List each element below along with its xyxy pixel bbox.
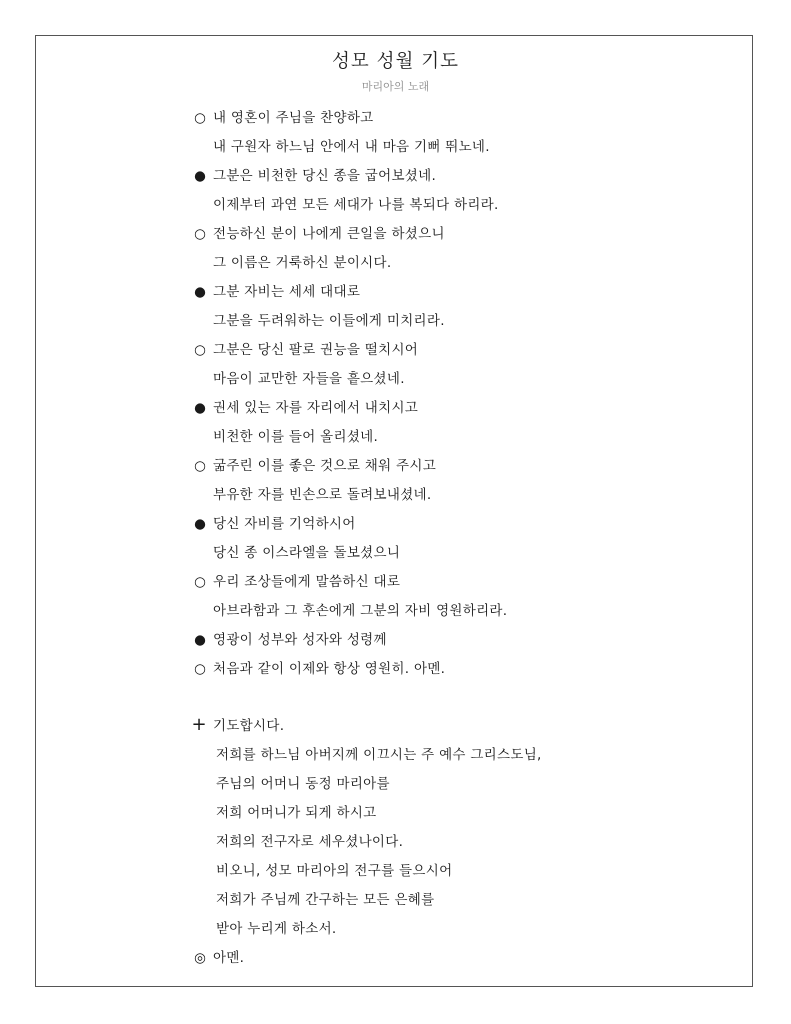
prayer-line: 비오니, 성모 마리아의 전구를 들으시어 [216,863,453,879]
canticle-line: 아브라함과 그 후손에게 그분의 자비 영원하리라. [213,603,508,619]
filled-circle-icon: ● [194,516,206,532]
open-circle-icon: ○ [194,110,206,126]
canticle-line: 그분은 비천한 당신 종을 굽어보셨네. [213,168,437,184]
prayer-title: 성모 성월 기도 [332,51,459,72]
canticle-line: 내 구원자 하느님 안에서 내 마음 기뻐 뛰노네. [213,139,490,155]
canticle-line: 당신 종 이스라엘을 돌보셨으니 [213,545,401,561]
open-circle-icon: ○ [194,574,206,590]
prayer-line: 아멘. [213,950,245,966]
prayer-line: 주님의 어머니 동정 마리아를 [216,776,390,792]
canticle-line: 그분 자비는 세세 대대로 [213,284,361,300]
canticle-line: 그분을 두려워하는 이들에게 미치리라. [213,313,445,329]
filled-circle-icon: ● [194,168,206,184]
open-circle-icon: ○ [194,661,206,677]
filled-circle-icon: ● [194,400,206,416]
canticle-line: 영광이 성부와 성자와 성령께 [213,632,387,648]
prayer-line: 저희가 주님께 간구하는 모든 은혜를 [216,892,435,908]
canticle-line: 그분은 당신 팔로 권능을 떨치시어 [213,342,419,358]
prayer-line: 기도합시다. [213,718,285,734]
canticle-line: 내 영혼이 주님을 찬양하고 [213,110,374,126]
prayer-line: 저희 어머니가 되게 하시고 [216,805,377,821]
canticle-line: 권세 있는 자를 자리에서 내치시고 [213,400,419,416]
canticle-line: 비천한 이를 들어 올리셨네. [213,429,379,445]
canticle-line: 그 이름은 거룩하신 분이시다. [213,255,392,271]
open-circle-icon: ○ [194,226,206,242]
canticle-line: 처음과 같이 이제와 항상 영원히. 아멘. [213,661,446,677]
open-circle-icon: ○ [194,458,206,474]
bullseye-icon: ◎ [194,950,206,966]
canticle-line: 전능하신 분이 나에게 큰일을 하셨으니 [213,226,445,242]
canticle-line: 굶주린 이를 좋은 것으로 채워 주시고 [213,458,437,474]
open-circle-icon: ○ [194,342,206,358]
prayer-line: 받아 누리게 하소서. [216,921,337,937]
canticle-line: 부유한 자를 빈손으로 돌려보내셨네. [213,487,432,503]
filled-circle-icon: ● [194,632,206,648]
filled-circle-icon: ● [194,284,206,300]
canticle-line: 당신 자비를 기억하시어 [213,516,356,532]
cross-icon: + [191,714,207,735]
canticle-line: 이제부터 과연 모든 세대가 나를 복되다 하리라. [213,197,499,213]
canticle-line: 우리 조상들에게 말씀하신 대로 [213,574,401,590]
prayer-line: 저희를 하느님 아버지께 이끄시는 주 예수 그리스도님, [216,747,542,763]
prayer-line: 저희의 전구자로 세우셨나이다. [216,834,404,850]
canticle-line: 마음이 교만한 자들을 흩으셨네. [213,371,405,387]
prayer-subtitle: 마리아의 노래 [361,80,430,93]
